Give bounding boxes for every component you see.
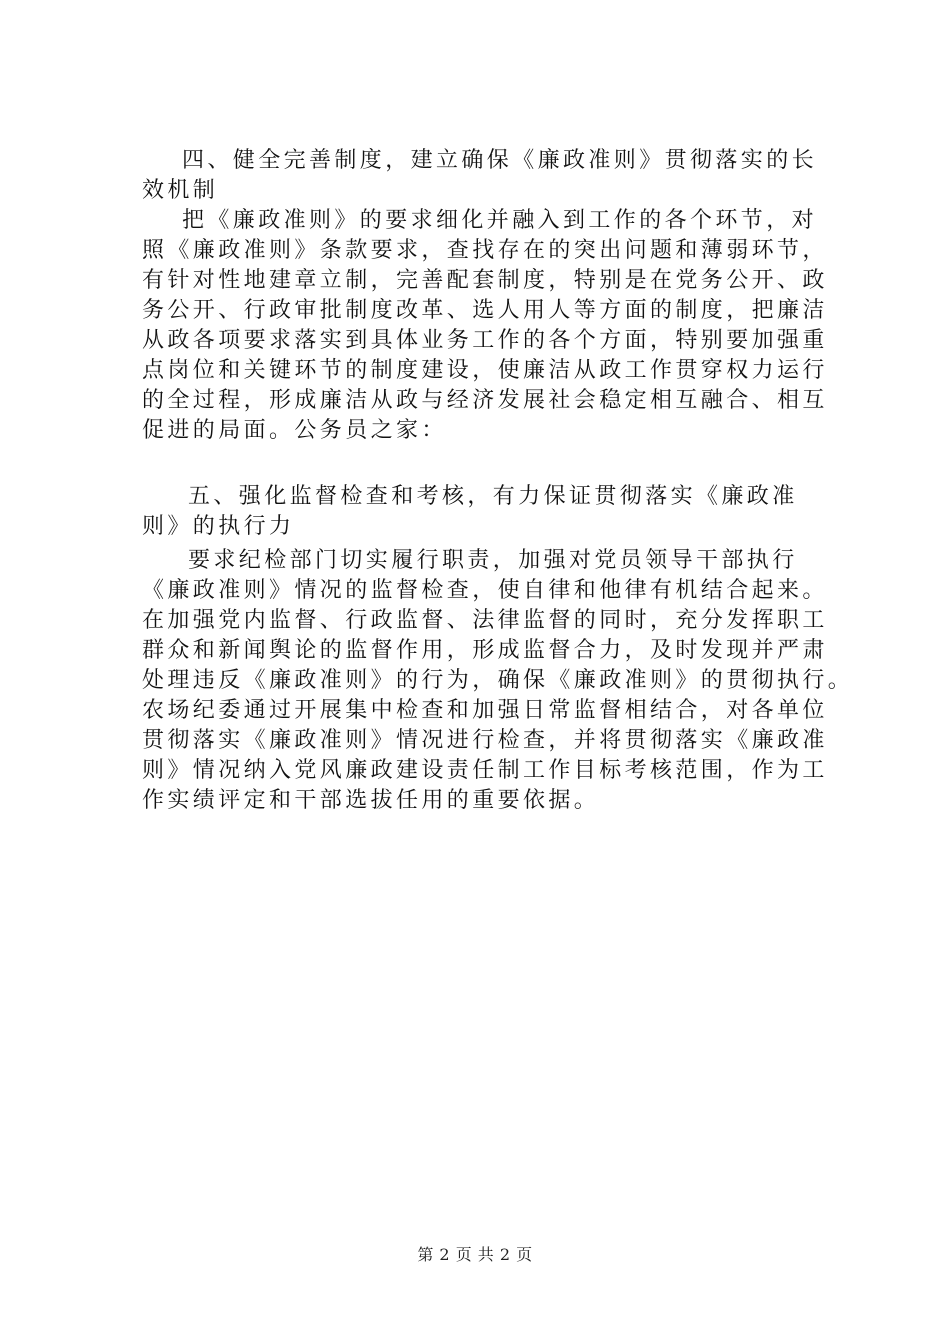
paragraph-line: 的全过程，形成廉洁从政与经济发展社会稳定相互融合、相互	[142, 388, 828, 413]
paragraph-line: 在加强党内监督、行政监督、法律监督的同时，充分发挥职工	[142, 608, 828, 633]
paragraph-line: 把《廉政准则》的要求细化并融入到工作的各个环节，对	[182, 208, 818, 233]
section-four-heading-line-1: 四、健全完善制度，建立确保《廉政准则》贯彻落实的长	[182, 148, 818, 173]
section-five-heading-line-1: 五、强化监督检查和考核，有力保证贯彻落实《廉政准	[188, 484, 798, 509]
paragraph-line: 有针对性地建章立制，完善配套制度，特别是在党务公开、政	[142, 268, 828, 293]
paragraph-line: 照《廉政准则》条款要求，查找存在的突出问题和薄弱环节，	[142, 238, 828, 263]
paragraph-line: 要求纪检部门切实履行职责，加强对党员领导干部执行	[188, 548, 798, 573]
paragraph-line: 促进的局面。公务员之家：	[142, 418, 447, 443]
paragraph-line: 务公开、行政审批制度改革、选人用人等方面的制度，把廉洁	[142, 298, 828, 323]
section-four-heading-line-2: 效机制	[142, 178, 219, 203]
paragraph-line: 《廉政准则》情况的监督检查，使自律和他律有机结合起来。	[142, 578, 828, 603]
paragraph-line: 群众和新闻舆论的监督作用，形成监督合力，及时发现并严肃	[142, 638, 828, 663]
paragraph-line: 作实绩评定和干部选拔任用的重要依据。	[142, 788, 600, 813]
paragraph-line: 农场纪委通过开展集中检查和加强日常监督相结合，对各单位	[142, 698, 828, 723]
page-number-footer: 第 2 页 共 2 页	[417, 1245, 533, 1264]
paragraph-line: 则》情况纳入党风廉政建设责任制工作目标考核范围，作为工	[142, 758, 828, 783]
section-five-heading-line-2: 则》的执行力	[142, 514, 295, 539]
paragraph-line: 贯彻落实《廉政准则》情况进行检查，并将贯彻落实《廉政准	[142, 728, 828, 753]
paragraph-line: 处理违反《廉政准则》的行为，确保《廉政准则》的贯彻执行。	[142, 668, 854, 693]
paragraph-line: 从政各项要求落实到具体业务工作的各个方面，特别要加强重	[142, 328, 828, 353]
paragraph-line: 点岗位和关键环节的制度建设，使廉洁从政工作贯穿权力运行	[142, 358, 828, 383]
